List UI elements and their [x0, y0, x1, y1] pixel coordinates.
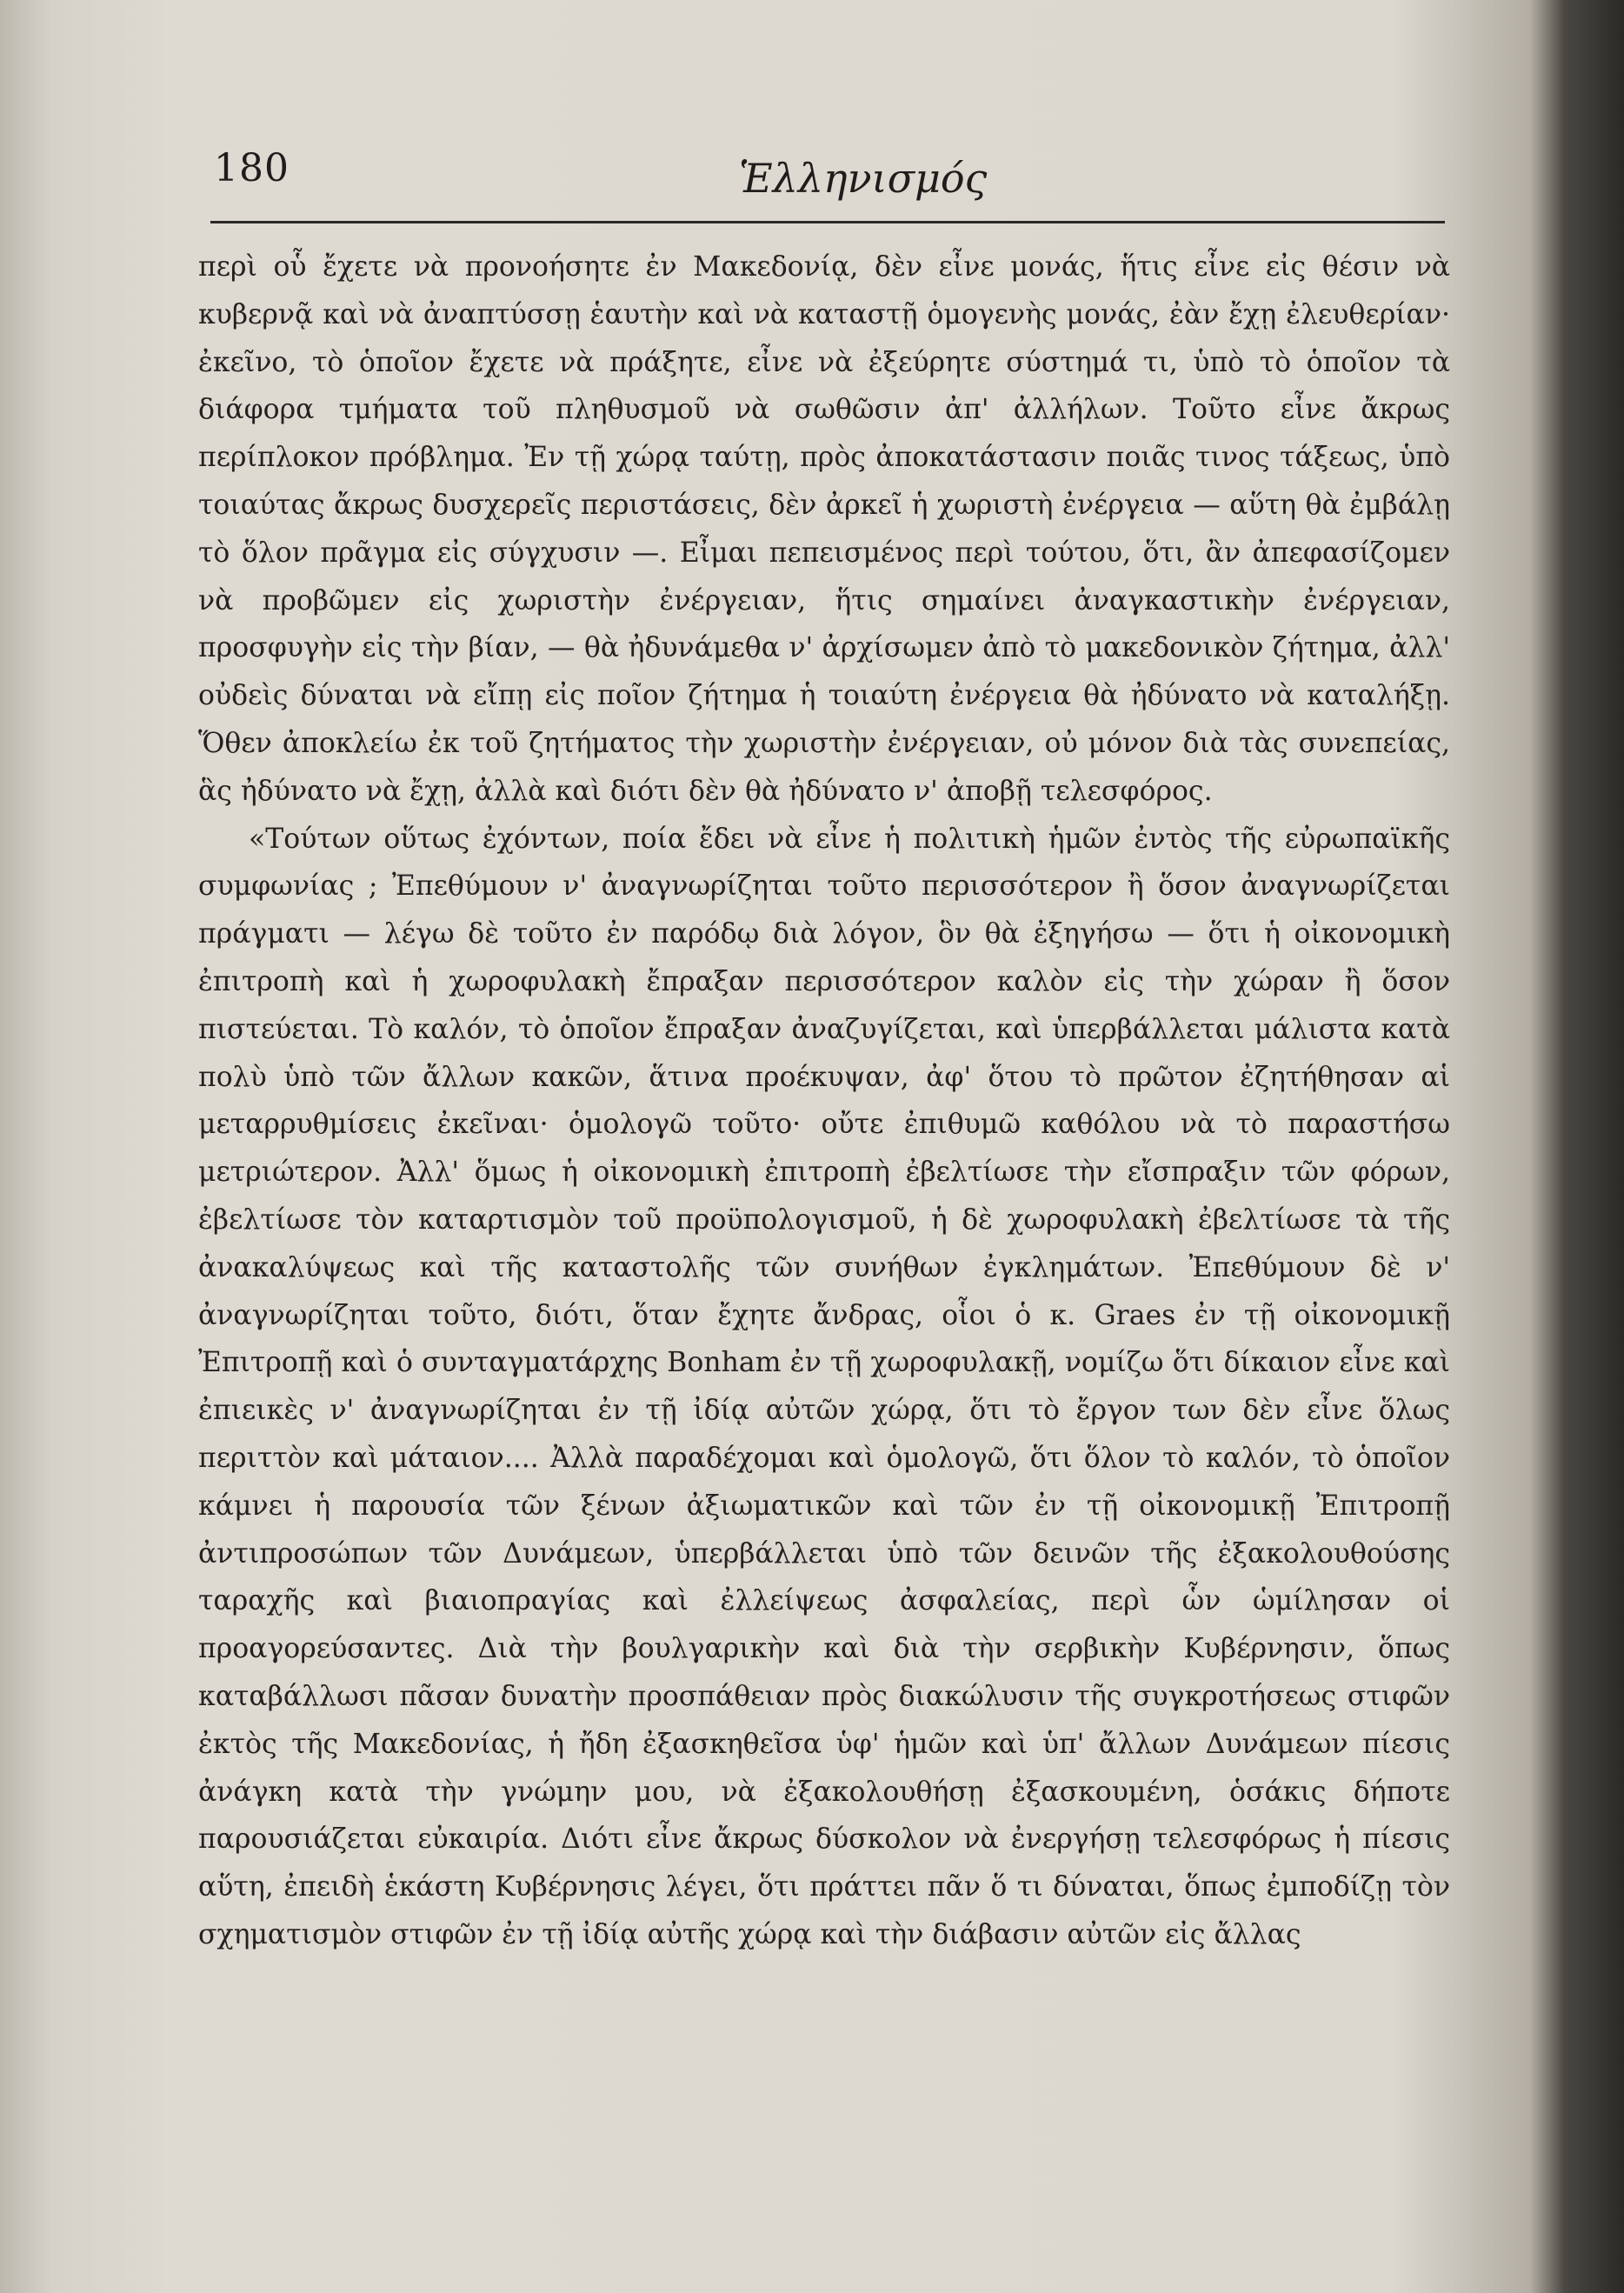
paragraph-2: «Τούτων οὕτως ἐχόντων, ποία ἔδει νὰ εἶνε ἡ πολιτικὴ ἡμῶν ἐντὸς τῆς εὐρωπαϊκῆς συμφωνίας ; Ἐπεθύμουν ν' ἀναγνωρίζηται τοῦτο περισσότερον ἢ ὅσον ἀναγνωρίζεται πράγματι — λέγω δὲ τοῦτο ἐν παρόδῳ διὰ λόγον, ὃν θὰ ἐξηγήσω — ὅτι ἡ οἰκονομικὴ ἐπιτροπὴ καὶ ἡ χωροφυλακὴ ἔπραξαν περισσότερον καλὸν εἰς τὴν χώραν ἢ ὅσον πιστεύεται. Τὸ καλόν, τὸ ὁποῖον ἔπραξαν ἀναζυγίζεται, καὶ ὑπερβάλλεται μάλιστα κατὰ πολὺ ὑπὸ τῶν ἄλλων κακῶν, ἅτινα προέκυψαν, ἀφ' ὅτου τὸ πρῶτον ἐζητήθησαν αἱ μεταρρυθμίσεις ἐκεῖναι· ὁμολογῶ τοῦτο· οὔτε ἐπιθυμῶ καθόλου νὰ τὸ παραστήσω μετριώτερον. Ἀλλ' ὅμως ἡ οἰκονομικὴ ἐπιτροπὴ ἐβελτίωσε τὴν εἴσπραξιν τῶν φόρων, ἐβελτίωσε τὸν καταρτισμὸν τοῦ προϋπολογισμοῦ, ἡ δὲ χωροφυλακὴ ἐβελτίωσε τὰ τῆς ἀνακαλύψεως καὶ τῆς καταστολῆς τῶν συνήθων ἐγκλημάτων. Ἐπεθύμουν δὲ ν' ἀναγνωρίζηται τοῦτο, διότι, ὅταν ἔχητε ἄνδρας, οἷοι ὁ κ. Graes ἐν τῇ οἰκονομικῇ Ἐπιτροπῇ καὶ ὁ συνταγματάρχης Bonham ἐν τῇ χωροφυλακῇ, νομίζω ὅτι δίκαιον εἶνε καὶ ἐπιεικὲς ν' ἀναγνωρίζηται ἐν τῇ ἰδίᾳ αὐτῶν χώρᾳ, ὅτι τὸ ἔργον των δὲν εἶνε ὅλως περιττὸν καὶ μάταιον.... Ἀλλὰ παραδέχομαι καὶ ὁμολογῶ, ὅτι ὅλον τὸ καλόν, τὸ ὁποῖον κάμνει ἡ παρουσία τῶν ξένων ἀξιωματικῶν καὶ τῶν ἐν τῇ οἰκονομικῇ Ἐπιτροπῇ ἀντιπροσώπων τῶν Δυνάμεων, ὑπερβάλλεται ὑπὸ τῶν δεινῶν τῆς ἐξακολουθούσης ταραχῆς καὶ βιαιοπραγίας καὶ ἐλλείψεως ἀσφαλείας, περὶ ὧν ὡμίλησαν οἱ προαγορεύσαντες. Διὰ τὴν βουλγαρικὴν καὶ διὰ τὴν σερβικὴν Κυβέρνησιν, ὅπως καταβάλλωσι πᾶσαν δυνατὴν προσπάθειαν πρὸς διακώλυσιν τῆς συγκροτήσεως στιφῶν ἐκτὸς τῆς Μακεδονίας, ἡ ἤδη ἐξασκηθεῖσα ὑφ' ἡμῶν καὶ ὑπ' ἄλλων Δυνάμεων πίεσις ἀνάγκη κατὰ τὴν γνώμην μου, νὰ ἐξακολουθήσῃ ἐξασκουμένη, ὁσάκις δήποτε παρουσιάζεται εὐκαιρία. Διότι εἶνε ἄκρως δύσκολον νὰ ἐνεργήσῃ τελεσφόρως ἡ πίεσις αὕτη, ἐπειδὴ ἑκάστη Κυβέρνησις λέγει, ὅτι πράττει πᾶν ὅ τι δύναται, ὅπως ἐμποδίζῃ τὸν σχηματισμὸν στιφῶν ἐν τῇ ἰδίᾳ αὐτῆς χώρᾳ καὶ τὴν διάβασιν αὐτῶν εἰς ἄλλας: [198, 823, 1450, 1950]
paragraph-1: περὶ οὗ ἔχετε νὰ προνοήσητε ἐν Μακεδονίᾳ, δὲν εἶνε μονάς, ἥτις εἶνε εἰς θέσιν νὰ κυβερνᾷ καὶ νὰ ἀναπτύσσῃ ἑαυτὴν καὶ νὰ καταστῇ ὁμογενὴς μονάς, ἐὰν ἔχῃ ἐλευθερίαν· ἐκεῖνο, τὸ ὁποῖον ἔχετε νὰ πράξητε, εἶνε νὰ ἐξεύρητε σύστημά τι, ὑπὸ τὸ ὁποῖον τὰ διάφορα τμήματα τοῦ πληθυσμοῦ νὰ σωθῶσιν ἀπ' ἀλλήλων. Τοῦτο εἶνε ἄκρως περίπλοκον πρόβλημα. Ἐν τῇ χώρᾳ ταύτῃ, πρὸς ἀποκατάστασιν ποιᾶς τινος τάξεως, ὑπὸ τοιαύτας ἄκρως δυσχερεῖς περιστάσεις, δὲν ἀρκεῖ ἡ χωριστὴ ἐνέργεια — αὕτη θὰ ἐμβάλῃ τὸ ὅλον πρᾶγμα εἰς σύγχυσιν —. Εἶμαι πεπεισμένος περὶ τούτου, ὅτι, ἂν ἀπεφασίζομεν νὰ προβῶμεν εἰς χωριστὴν ἐνέργειαν, ἥτις σημαίνει ἀναγκαστικὴν ἐνέργειαν, προσφυγὴν εἰς τὴν βίαν, — θὰ ἠδυνάμεθα ν' ἀρχίσωμεν ἀπὸ τὸ μακεδονικὸν ζήτημα, ἀλλ' οὐδεὶς δύναται νὰ εἴπῃ εἰς ποῖον ζήτημα ἡ τοιαύτη ἐνέργεια θὰ ἠδύνατο νὰ καταλήξῃ. Ὅθεν ἀποκλείω ἐκ τοῦ ζητήματος τὴν χωριστὴν ἐνέργειαν, οὐ μόνον διὰ τὰς συνεπείας, ἃς ἠδύνατο νὰ ἔχῃ, ἀλλὰ καὶ διότι δὲν θὰ ἠδύνατο ν' ἀποβῇ τελεσφόρος.: [198, 251, 1450, 807]
body-text: [198, 243, 1450, 1959]
header-rule: [210, 221, 1445, 223]
page-number: 180: [214, 146, 290, 190]
book-page: [130, 104, 1487, 2243]
running-title: Ἑλληνισμός: [739, 155, 988, 202]
